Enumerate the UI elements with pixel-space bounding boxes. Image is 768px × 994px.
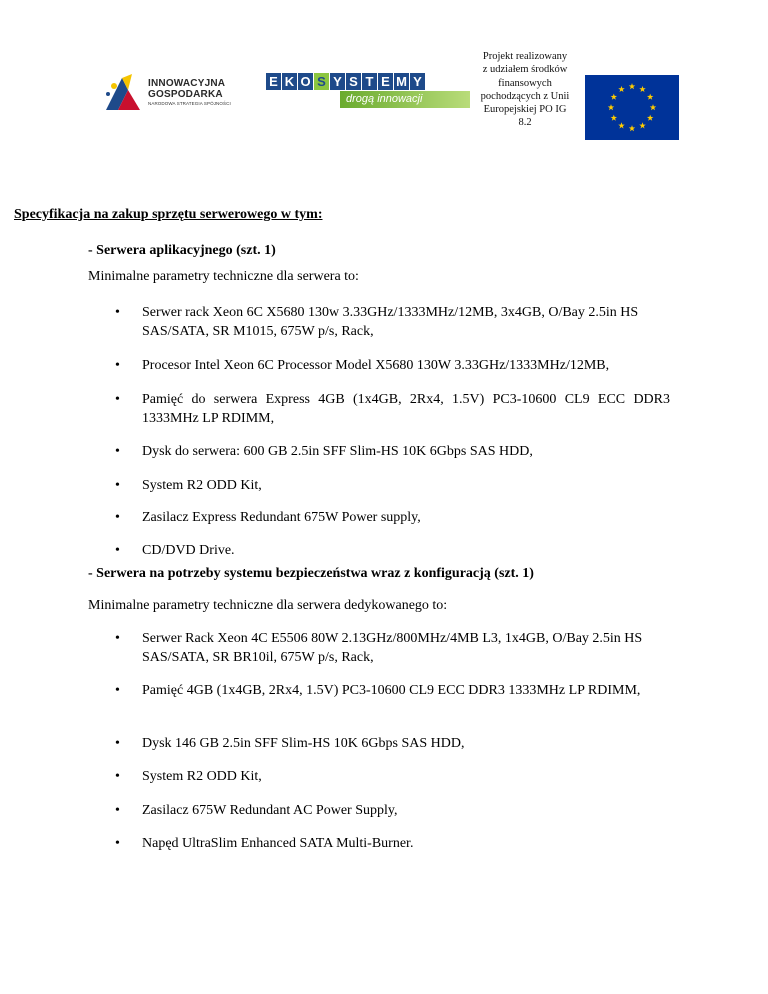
list-item-text: Zasilacz Express Redundant 675W Power supply, xyxy=(142,510,421,525)
ekosystemy-subtitle: drogą innowacji xyxy=(340,91,470,108)
list-item-text: Napęd UltraSlim Enhanced SATA Multi-Burner. xyxy=(142,836,414,851)
bullet-icon: • xyxy=(115,305,120,320)
section-heading-security-server: - Serwera na potrzeby systemu bezpieczeństwa wraz z konfiguracją (szt. 1) xyxy=(88,566,534,581)
eko-letter: Y xyxy=(410,73,425,90)
eko-letter: E xyxy=(378,73,393,90)
bullet-icon: • xyxy=(115,444,120,459)
bullet-icon: • xyxy=(115,510,120,525)
section-intro-application-server: Minimalne parametry techniczne dla serwera to: xyxy=(88,269,359,284)
bullet-icon: • xyxy=(115,803,120,818)
section-intro-security-server: Minimalne parametry techniczne dla serwera dedykowanego to: xyxy=(88,598,448,613)
eko-letter: K xyxy=(282,73,297,90)
innowacyjna-gospodarka-logo xyxy=(102,72,242,122)
eu-flag-icon xyxy=(585,75,679,140)
innowacyjna-gospodarka-mark-icon xyxy=(102,72,144,114)
bullet-icon: • xyxy=(115,683,120,698)
bullet-icon: • xyxy=(115,392,120,407)
eko-letter: E xyxy=(266,73,281,90)
list-item-text: Pamięć 4GB (1x4GB, 2Rx4, 1.5V) PC3-10600 CL9 ECC DDR3 1333MHz LP RDIMM, xyxy=(142,683,641,698)
bullet-icon: • xyxy=(115,358,120,373)
eko-letter: Y xyxy=(330,73,345,90)
list-item-text: Procesor Intel Xeon 6C Processor Model X5680 130W 3.33GHz/1333MHz/12MB, xyxy=(142,358,610,373)
eko-letter: S xyxy=(314,73,329,90)
innowacyjna-gospodarka-text xyxy=(148,78,231,107)
logo-line-3: NARODOWA STRATEGIA SPÓJNOŚCI xyxy=(148,101,231,106)
bullet-icon: • xyxy=(115,769,120,784)
list-item-text: CD/DVD Drive. xyxy=(142,543,235,558)
bullet-icon: • xyxy=(115,631,120,646)
list-item-text: Pamięć do serwera Express 4GB (1x4GB, 2Rx4, 1.5V) PC3-10600 CL9 ECC DDR3 1333MHz LP RDIMM, xyxy=(142,392,670,426)
eko-letter: T xyxy=(362,73,377,90)
eko-letter: S xyxy=(346,73,361,90)
list-item-text: Serwer Rack Xeon 4C E5506 80W 2.13GHz/800MHz/4MB L3, 1x4GB, O/Bay 2.5in HS SAS/SATA, SR BR10il, 675W p/s, Rack, xyxy=(142,631,643,665)
bullet-icon: • xyxy=(115,478,120,493)
document-title: Specyfikacja na zakup sprzętu serwerowego w tym: xyxy=(14,207,323,222)
logo-line-2: GOSPODARKA xyxy=(148,89,223,100)
list-item-text: Serwer rack Xeon 6C X5680 130w 3.33GHz/1333MHz/12MB, 3x4GB, O/Bay 2.5in HS SAS/SATA, SR M1015, 675W p/s, Rack, xyxy=(142,305,639,339)
list-item-text: System R2 ODD Kit, xyxy=(142,769,262,784)
bullet-icon: • xyxy=(115,836,120,851)
project-funding-note: Projekt realizowany z udziałem środków finansowych pochodzących z Unii Europejskiej PO IG 8.2 xyxy=(480,51,570,129)
bullet-icon: • xyxy=(115,543,120,558)
ekosystemy-logo xyxy=(266,73,472,111)
ekosystemy-title xyxy=(266,73,426,90)
list-item-text: Zasilacz 675W Redundant AC Power Supply, xyxy=(142,803,398,818)
eko-letter: M xyxy=(394,73,409,90)
list-item-text: Dysk 146 GB 2.5in SFF Slim-HS 10K 6Gbps SAS HDD, xyxy=(142,736,465,751)
list-item-text: System R2 ODD Kit, xyxy=(142,478,262,493)
section-heading-application-server: - Serwera aplikacyjnego (szt. 1) xyxy=(88,243,276,258)
page-header xyxy=(0,0,768,190)
bullet-icon: • xyxy=(115,736,120,751)
list-item-text: Dysk do serwera: 600 GB 2.5in SFF Slim-HS 10K 6Gbps SAS HDD, xyxy=(142,444,533,459)
logo-line-1: INNOWACYJNA xyxy=(148,78,226,89)
eko-letter: O xyxy=(298,73,313,90)
